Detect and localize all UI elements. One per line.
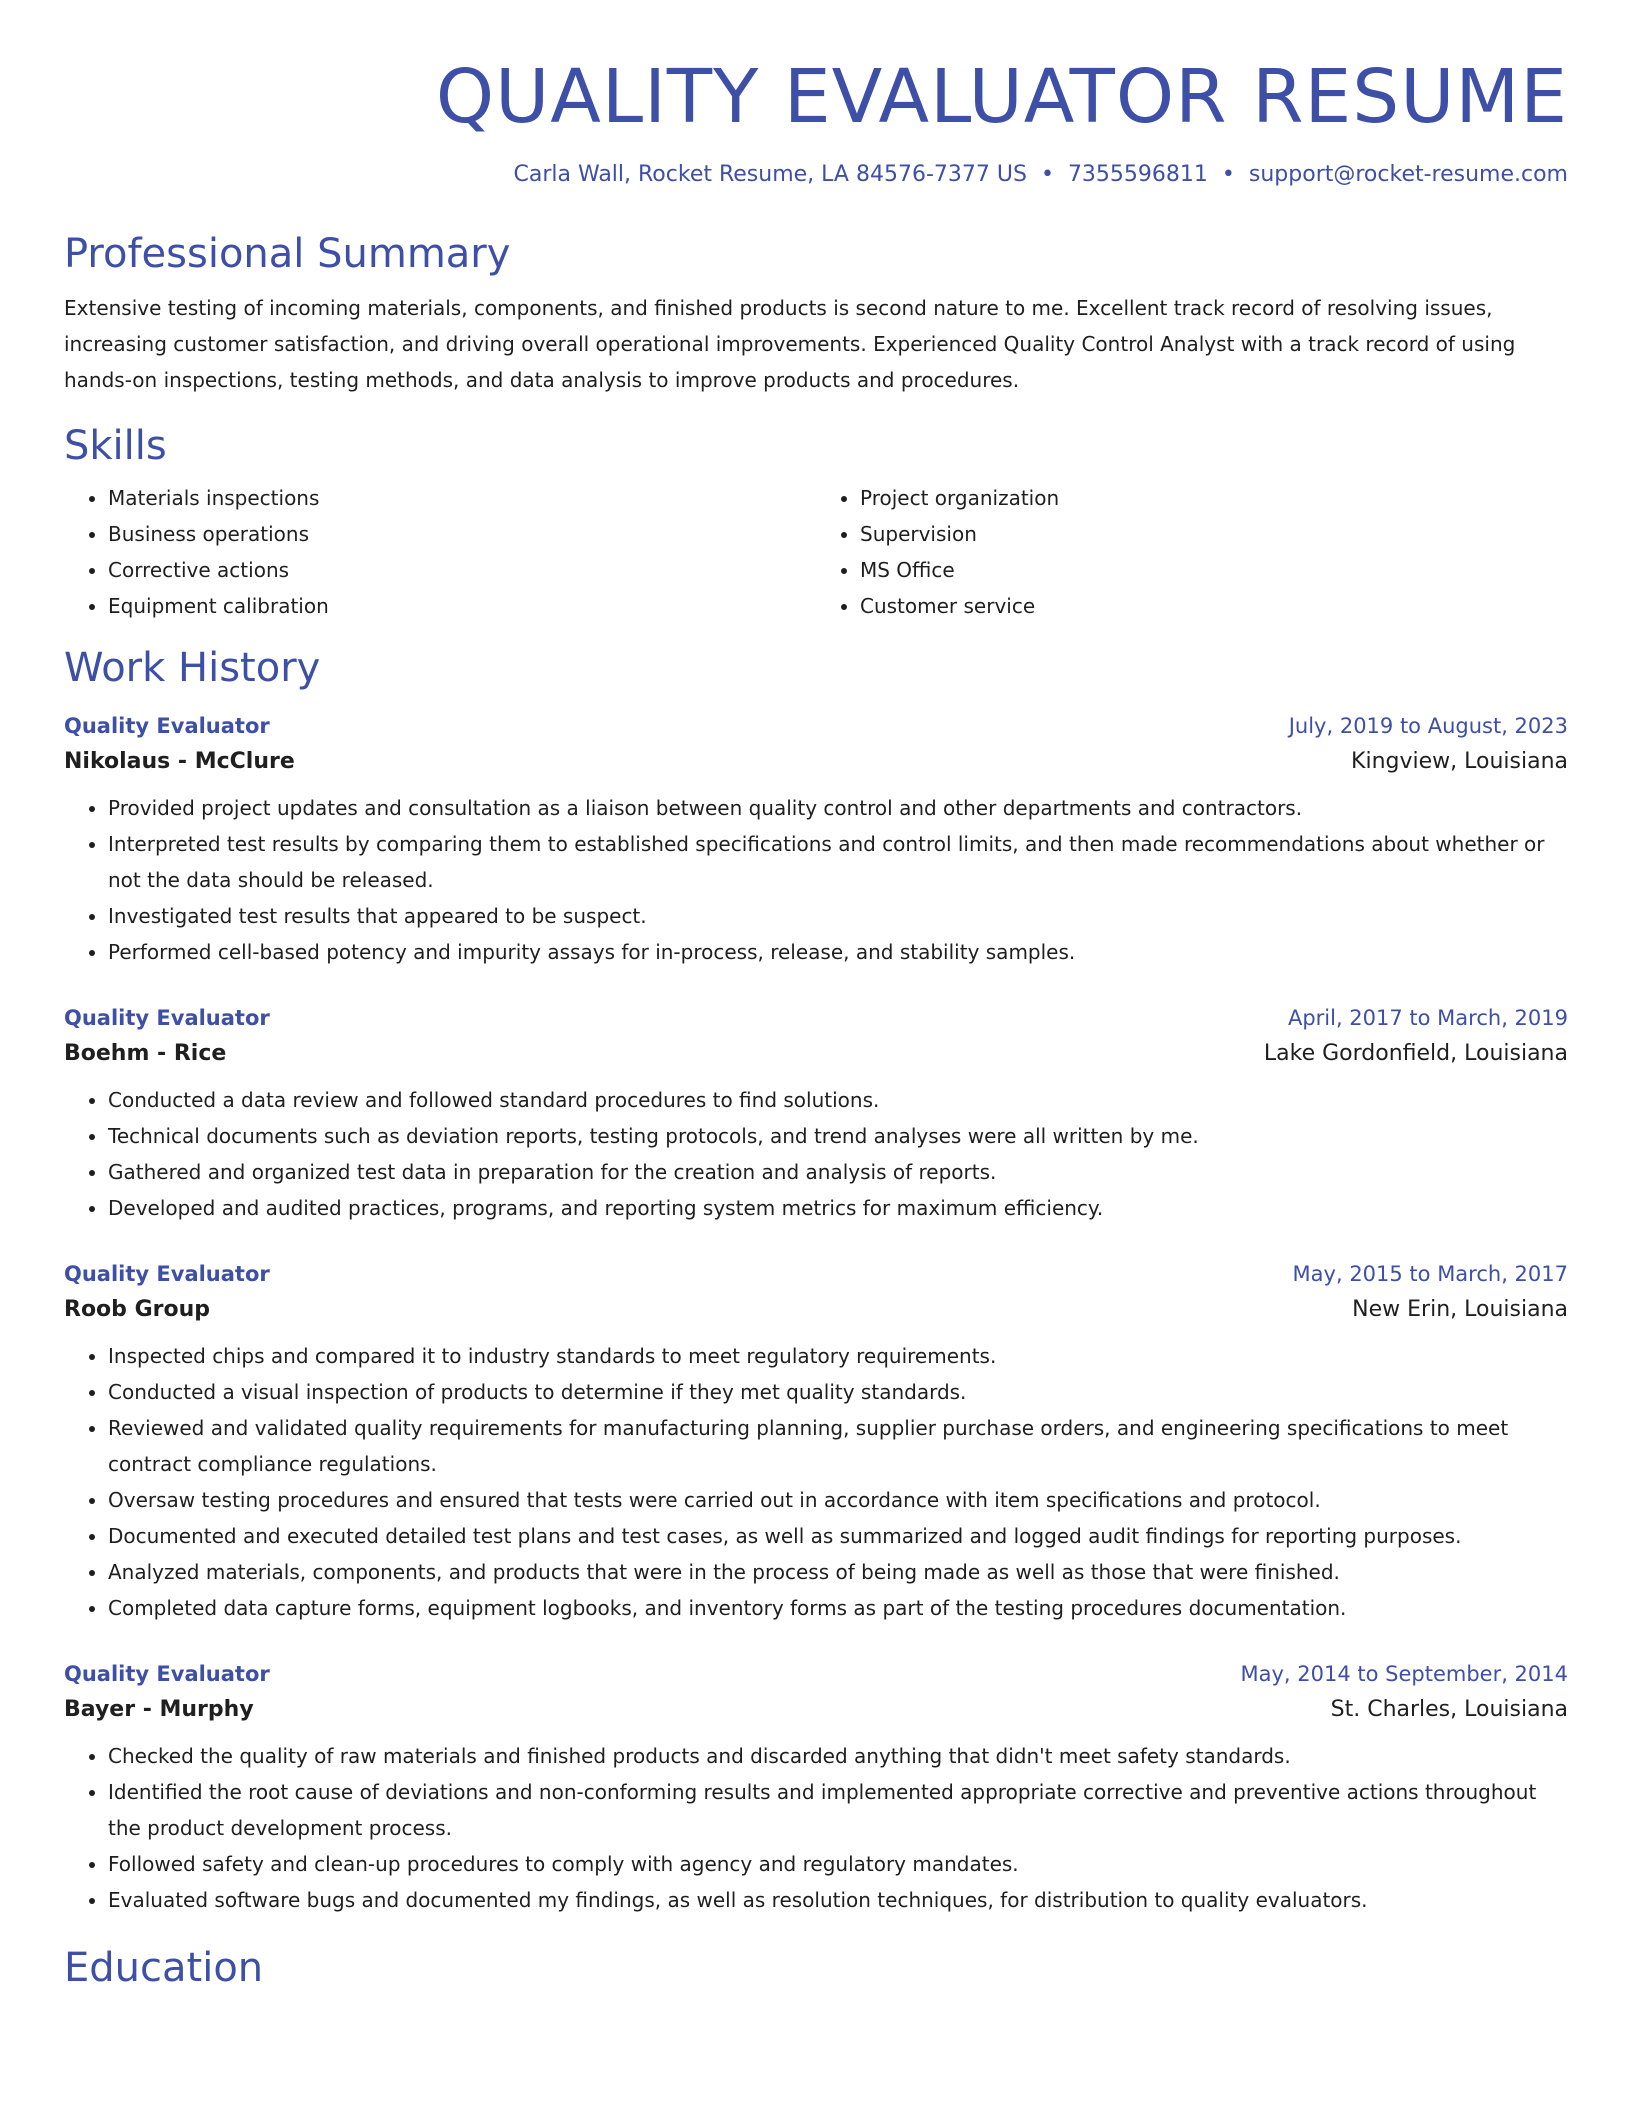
job-subheader bbox=[64, 744, 1568, 780]
job-bullet: • Conducted a visual inspection of products to determine if they met quality standards. bbox=[108, 1374, 1568, 1410]
job-company: Roob Group bbox=[64, 1297, 211, 1322]
job-bullet: • Followed safety and clean-up procedures to comply with agency and regulatory mandates. bbox=[108, 1846, 1568, 1882]
skill-item: • Project organization bbox=[860, 480, 1568, 516]
job-bullet: • Evaluated software bugs and documented my findings, as well as resolution techniques, for distribution to quality evaluators. bbox=[108, 1882, 1568, 1918]
job-bullets bbox=[64, 1338, 1568, 1626]
job-title: Quality Evaluator bbox=[64, 1262, 270, 1286]
skills-list bbox=[64, 480, 1568, 624]
job-bullet: • Identified the root cause of deviations and non-conforming results and implemented appropriate corrective and preventive actions throughout the product development process. bbox=[108, 1774, 1568, 1846]
skills-heading: Skills bbox=[64, 423, 167, 469]
job-entry bbox=[64, 708, 1568, 970]
contact-separator: • bbox=[1221, 162, 1235, 187]
job-bullets bbox=[64, 1082, 1568, 1226]
contact-email[interactable]: support@rocket-resume.com bbox=[1248, 162, 1568, 187]
job-title: Quality Evaluator bbox=[64, 1662, 270, 1686]
job-bullet: • Developed and audited practices, programs, and reporting system metrics for maximum efficiency. bbox=[108, 1190, 1568, 1226]
job-bullet: • Technical documents such as deviation reports, testing protocols, and trend analyses were all written by me. bbox=[108, 1118, 1568, 1154]
job-bullet: • Checked the quality of raw materials and finished products and discarded anything that didn't meet safety standards. bbox=[108, 1738, 1568, 1774]
job-bullet: • Provided project updates and consultation as a liaison between quality control and other departments and contractors. bbox=[108, 790, 1568, 826]
job-location: Kingview, Louisiana bbox=[1351, 749, 1568, 774]
job-subheader bbox=[64, 1692, 1568, 1728]
contact-address: Carla Wall, Rocket Resume, LA 84576-7377 US bbox=[513, 162, 1027, 187]
job-bullet: • Inspected chips and compared it to industry standards to meet regulatory requirements. bbox=[108, 1338, 1568, 1374]
job-dates: May, 2015 to March, 2017 bbox=[1292, 1262, 1568, 1286]
job-bullet: • Conducted a data review and followed standard procedures to find solutions. bbox=[108, 1082, 1568, 1118]
job-title: Quality Evaluator bbox=[64, 1006, 270, 1030]
job-location: New Erin, Louisiana bbox=[1352, 1297, 1568, 1322]
job-subheader bbox=[64, 1292, 1568, 1328]
skill-item: • Customer service bbox=[860, 588, 1568, 624]
job-header bbox=[64, 1656, 1568, 1692]
job-company: Bayer - Murphy bbox=[64, 1697, 254, 1722]
resume-title: QUALITY EVALUATOR RESUME bbox=[435, 54, 1568, 140]
job-header bbox=[64, 708, 1568, 744]
job-bullets bbox=[64, 1738, 1568, 1918]
job-bullet: • Analyzed materials, components, and products that were in the process of being made as well as those that were finished. bbox=[108, 1554, 1568, 1590]
contact-phone[interactable]: 7355596811 bbox=[1067, 162, 1208, 187]
job-header bbox=[64, 1000, 1568, 1036]
job-header bbox=[64, 1256, 1568, 1292]
summary-heading: Professional Summary bbox=[64, 231, 511, 277]
job-location: Lake Gordonfield, Louisiana bbox=[1263, 1041, 1568, 1066]
contact-line bbox=[64, 160, 1568, 190]
contact-separator: • bbox=[1040, 162, 1054, 187]
job-bullet: • Oversaw testing procedures and ensured that tests were carried out in accordance with item specifications and protocol. bbox=[108, 1482, 1568, 1518]
job-company: Nikolaus - McClure bbox=[64, 749, 295, 774]
education-heading: Education bbox=[64, 1945, 264, 1991]
job-bullets bbox=[64, 790, 1568, 970]
job-bullet: • Performed cell-based potency and impurity assays for in-process, release, and stability samples. bbox=[108, 934, 1568, 970]
job-dates: May, 2014 to September, 2014 bbox=[1240, 1662, 1568, 1686]
skill-item: • Equipment calibration bbox=[108, 588, 816, 624]
job-entry bbox=[64, 1000, 1568, 1226]
skill-item: • Business operations bbox=[108, 516, 816, 552]
job-bullet: • Gathered and organized test data in preparation for the creation and analysis of reports. bbox=[108, 1154, 1568, 1190]
job-bullet: • Completed data capture forms, equipment logbooks, and inventory forms as part of the testing procedures documentation. bbox=[108, 1590, 1568, 1626]
skills-column-right bbox=[816, 480, 1568, 624]
job-location: St. Charles, Louisiana bbox=[1330, 1697, 1568, 1722]
work-history-heading: Work History bbox=[64, 645, 321, 691]
job-title: Quality Evaluator bbox=[64, 714, 270, 738]
skill-item: • Materials inspections bbox=[108, 480, 816, 516]
job-bullet: • Interpreted test results by comparing them to established specifications and control limits, and then made recommendations about whether or not the data should be released. bbox=[108, 826, 1568, 898]
job-subheader bbox=[64, 1036, 1568, 1072]
skill-item: • Supervision bbox=[860, 516, 1568, 552]
job-bullet: • Reviewed and validated quality requirements for manufacturing planning, supplier purchase orders, and engineering specifications to meet contract compliance regulations. bbox=[108, 1410, 1568, 1482]
summary-text: Extensive testing of incoming materials, components, and finished products is second nature to me. Excellent track record of resolving issues, increasing customer satisfaction, and driving overall operational improvements. Experienced Quality Control Analyst with a track record of using hands-on inspections, testing methods, and data analysis to improve products and procedures. bbox=[64, 296, 1516, 392]
job-entry bbox=[64, 1656, 1568, 1918]
job-dates: April, 2017 to March, 2019 bbox=[1287, 1006, 1568, 1030]
job-entry bbox=[64, 1256, 1568, 1626]
job-dates: July, 2019 to August, 2023 bbox=[1288, 714, 1568, 738]
skill-item: • Corrective actions bbox=[108, 552, 816, 588]
skill-item: • MS Office bbox=[860, 552, 1568, 588]
job-bullet: • Documented and executed detailed test plans and test cases, as well as summarized and logged audit findings for reporting purposes. bbox=[108, 1518, 1568, 1554]
job-company: Boehm - Rice bbox=[64, 1041, 227, 1066]
skills-column-left bbox=[64, 480, 816, 624]
job-bullet: • Investigated test results that appeared to be suspect. bbox=[108, 898, 1568, 934]
